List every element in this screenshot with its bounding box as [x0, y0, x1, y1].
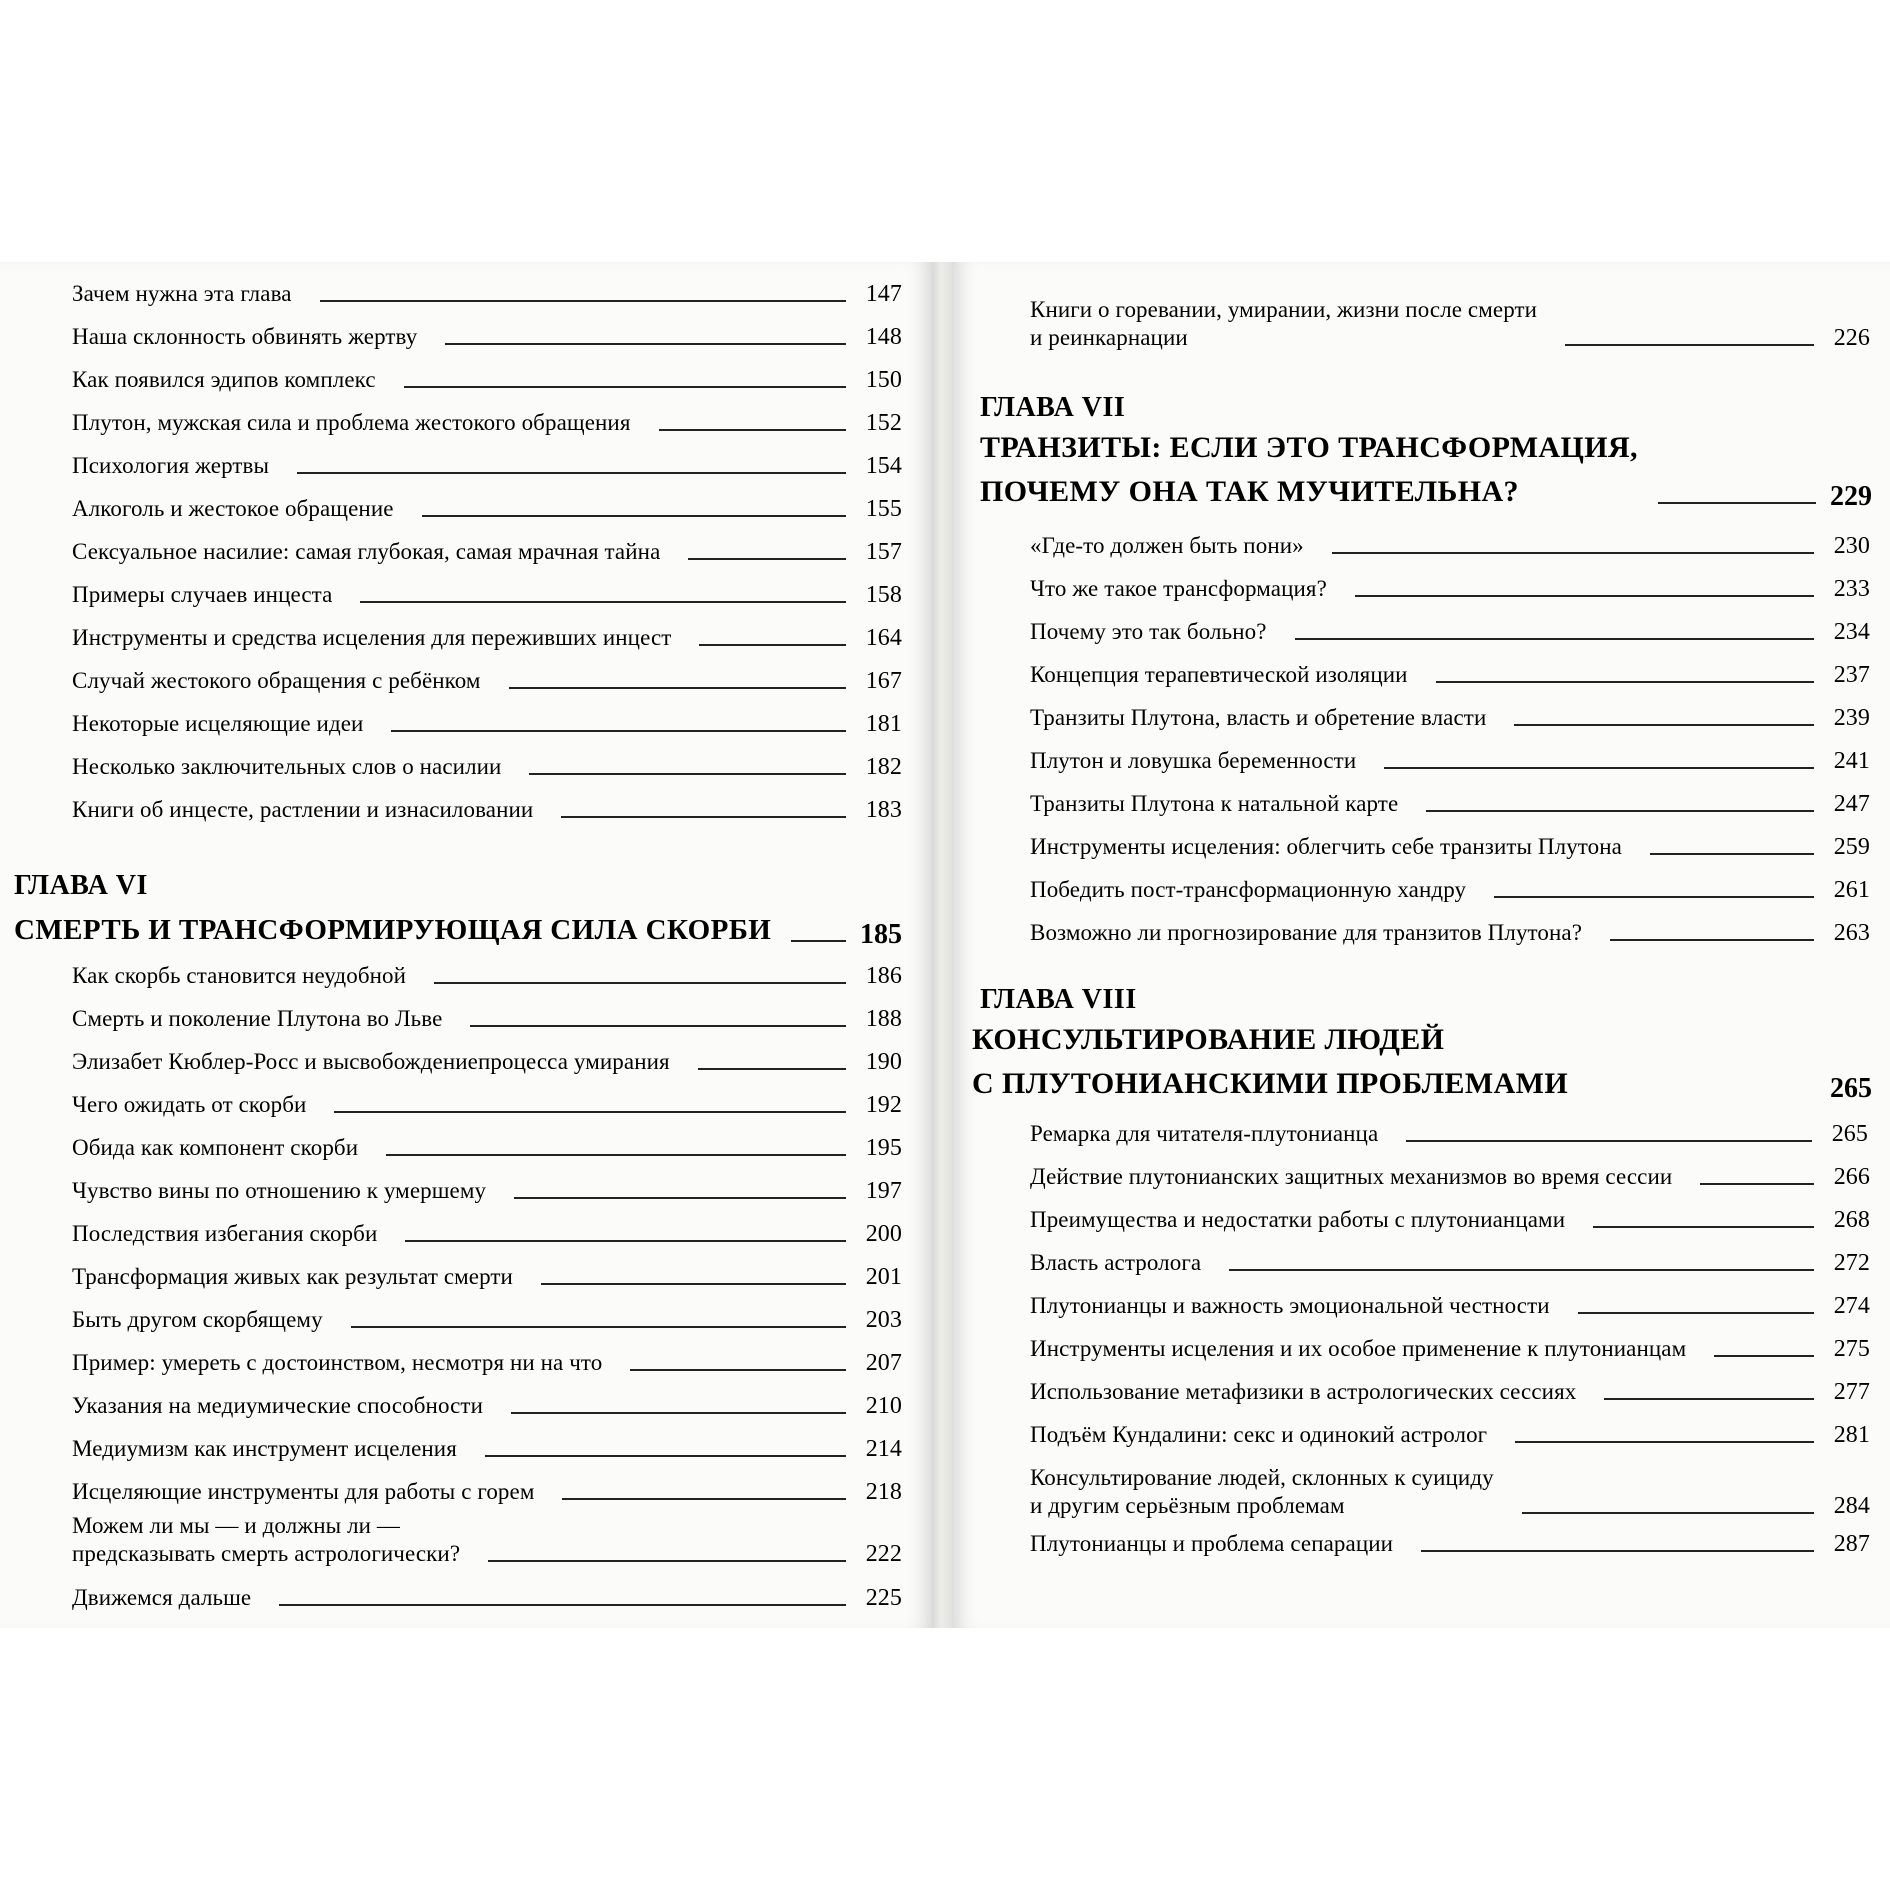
- toc-entry-title: Книги о горевании, умирании, жизни после смерти и реинкарнации: [1030, 297, 1538, 350]
- toc-entry-title: Действие плутонианских защитных механизмов во время сессии: [1030, 1164, 1673, 1189]
- toc-entry-title: Смерть и поколение Плутона во Льве: [72, 1006, 443, 1031]
- book-gutter: [932, 262, 952, 1628]
- toc-entry-page: 261: [1833, 877, 1870, 903]
- toc-entry[interactable]: [72, 1263, 902, 1291]
- toc-entry-page: 284: [1833, 1493, 1870, 1519]
- toc-entry-title: Использование метафизики в астрологических сессиях: [1030, 1379, 1577, 1404]
- toc-entry-page: 277: [1833, 1379, 1870, 1405]
- chapter-page: 229: [1830, 481, 1872, 512]
- toc-entry-page: 190: [865, 1049, 902, 1075]
- toc-entry-page: 197: [865, 1178, 902, 1204]
- leader-line: [470, 1025, 846, 1027]
- toc-entry-title: Консультирование людей, склонных к суициду и другим серьёзным проблемам: [1030, 1465, 1494, 1518]
- leader-line: [529, 773, 846, 775]
- toc-entry[interactable]: [1030, 1421, 1870, 1449]
- toc-entry-page: 222: [865, 1541, 902, 1567]
- toc-entry-title: Трансформация живых как результат смерти: [72, 1264, 513, 1289]
- toc-entry-title: Подъём Кундалини: секс и одинокий астролог: [1030, 1422, 1488, 1447]
- toc-entry-title: Плутонианцы и важность эмоциональной честности: [1030, 1293, 1550, 1318]
- toc-entry[interactable]: [72, 1134, 902, 1162]
- toc-entry-page: 152: [865, 410, 902, 436]
- toc-entry[interactable]: [1030, 704, 1870, 732]
- toc-entry-title: Психология жертвы: [72, 453, 270, 478]
- toc-entry[interactable]: [1030, 1378, 1870, 1406]
- toc-entry-title: Концепция терапевтической изоляции: [1030, 662, 1408, 687]
- toc-entry-page: 147: [865, 281, 902, 307]
- toc-entry-page: 214: [865, 1436, 902, 1462]
- toc-entry-title: Что же такое трансформация?: [1030, 576, 1327, 601]
- toc-entry-title: Некоторые исцеляющие идеи: [72, 711, 364, 736]
- chapter-page: 265: [1830, 1073, 1872, 1104]
- toc-entry[interactable]: [1030, 575, 1870, 603]
- toc-entry[interactable]: [1030, 1464, 1870, 1520]
- leader-line: [1658, 502, 1816, 504]
- leader-line: [791, 940, 846, 942]
- toc-entry-title: Можем ли мы — и должны ли — предсказывать смерть астрологически?: [72, 1513, 461, 1566]
- toc-entry[interactable]: [1030, 790, 1870, 818]
- toc-entry-title: Плутон, мужская сила и проблема жестокого обращения: [72, 410, 631, 435]
- toc-entry-title: Движемся дальше: [72, 1585, 252, 1610]
- toc-entry[interactable]: [72, 1091, 902, 1119]
- toc-entry-page: 183: [865, 797, 902, 823]
- toc-entry-page: 154: [865, 453, 902, 479]
- toc-entry-title: Чего ожидать от скорби: [72, 1092, 307, 1117]
- toc-entry-title: Быть другом скорбящему: [72, 1307, 323, 1332]
- leader-line: [1714, 1355, 1814, 1357]
- toc-entry[interactable]: [1030, 1335, 1870, 1363]
- leader-line: [405, 1240, 846, 1242]
- toc-entry-page: 287: [1833, 1531, 1870, 1557]
- leader-line: [1700, 1183, 1814, 1185]
- toc-entry[interactable]: [72, 495, 902, 523]
- toc-entry-page: 247: [1833, 791, 1870, 817]
- leader-line: [699, 644, 846, 646]
- toc-entry-page: 218: [865, 1479, 902, 1505]
- leader-line: [511, 1412, 846, 1414]
- leader-line: [688, 558, 846, 560]
- leader-line: [334, 1111, 846, 1113]
- toc-entry-page: 200: [865, 1221, 902, 1247]
- toc-entry-title: Алкоголь и жестокое обращение: [72, 496, 394, 521]
- leader-line: [561, 816, 846, 818]
- leader-line: [360, 601, 846, 603]
- toc-entry-page: 164: [865, 625, 902, 651]
- toc-entry-title: Плутон и ловушка беременности: [1030, 748, 1357, 773]
- leader-line: [297, 472, 846, 474]
- toc-entry-page: 233: [1833, 576, 1870, 602]
- toc-entry-title: Указания на медиумические способности: [72, 1393, 483, 1418]
- toc-entry[interactable]: [1030, 1206, 1870, 1234]
- leader-line: [1522, 1512, 1814, 1514]
- toc-entry-title: Случай жестокого обращения с ребёнком: [72, 668, 481, 693]
- toc-entry[interactable]: [72, 1005, 902, 1033]
- chapter-title: ТРАНЗИТЫ: ЕСЛИ ЭТО ТРАНСФОРМАЦИЯ, ПОЧЕМУ ОНА ТАК МУЧИТЕЛЬНА?: [980, 431, 1638, 508]
- toc-entry[interactable]: [1030, 747, 1870, 775]
- toc-entry-page: 188: [865, 1006, 902, 1032]
- toc-entry-page: 266: [1833, 1164, 1870, 1190]
- chapter-label: ГЛАВА VI: [14, 870, 148, 901]
- leader-line: [386, 1154, 846, 1156]
- toc-entry[interactable]: [1030, 1120, 1868, 1148]
- toc-entry-page: 155: [865, 496, 902, 522]
- toc-entry[interactable]: [1030, 1249, 1870, 1277]
- leader-line: [514, 1197, 846, 1199]
- toc-entry-title: Как скорбь становится неудобной: [72, 963, 407, 988]
- toc-entry[interactable]: [72, 962, 902, 990]
- leader-line: [404, 386, 846, 388]
- chapter-heading-row[interactable]: [980, 426, 1872, 514]
- toc-entry[interactable]: [1030, 1530, 1870, 1558]
- leader-line: [1421, 1550, 1814, 1552]
- leader-line: [1515, 1441, 1814, 1443]
- leader-line: [1494, 896, 1814, 898]
- toc-entry-title: Книги об инцесте, растлении и изнасиловании: [72, 797, 534, 822]
- toc-entry-page: 195: [865, 1135, 902, 1161]
- leader-line: [1332, 552, 1814, 554]
- toc-entry-page: 259: [1833, 834, 1870, 860]
- toc-entry[interactable]: [72, 753, 902, 781]
- toc-entry[interactable]: [72, 710, 902, 738]
- chapter-label: ГЛАВА VIII: [980, 984, 1137, 1015]
- toc-entry[interactable]: [1030, 1163, 1870, 1191]
- toc-entry[interactable]: [72, 1478, 902, 1506]
- toc-entry[interactable]: [1030, 532, 1870, 560]
- toc-entry-title: Плутонианцы и проблема сепарации: [1030, 1531, 1394, 1556]
- toc-entry-title: Зачем нужна эта глава: [72, 281, 292, 306]
- chapter-heading-row[interactable]: [972, 1018, 1872, 1106]
- toc-entry-page: 201: [865, 1264, 902, 1290]
- leader-line: [422, 515, 846, 517]
- toc-entry-page: 203: [865, 1307, 902, 1333]
- toc-entry[interactable]: [72, 1306, 902, 1334]
- leader-line: [391, 730, 846, 732]
- toc-entry[interactable]: [72, 280, 902, 308]
- toc-entry-page: 167: [865, 668, 902, 694]
- toc-entry-page: 263: [1833, 920, 1870, 946]
- toc-entry-page: 158: [865, 582, 902, 608]
- toc-entry-page: 265: [1831, 1121, 1868, 1147]
- leader-line: [488, 1560, 846, 1562]
- toc-entry-title: Ремарка для читателя-плутонианца: [1030, 1121, 1379, 1146]
- toc-entry-title: Исцеляющие инструменты для работы с горем: [72, 1479, 535, 1504]
- toc-entry-page: 157: [865, 539, 902, 565]
- toc-entry-page: 268: [1833, 1207, 1870, 1233]
- toc-entry-page: 234: [1833, 619, 1870, 645]
- toc-entry[interactable]: [72, 1220, 902, 1248]
- toc-entry-title: «Где-то должен быть пони»: [1030, 533, 1304, 558]
- toc-entry-title: Сексуальное насилие: самая глубокая, самая мрачная тайна: [72, 539, 661, 564]
- chapter-title: СМЕРТЬ И ТРАНСФОРМИРУЮЩАЯ СИЛА СКОРБИ: [14, 914, 772, 946]
- leader-line: [1355, 595, 1814, 597]
- toc-entry-page: 186: [865, 963, 902, 989]
- toc-entry[interactable]: [72, 1349, 902, 1377]
- leader-line: [1604, 1398, 1814, 1400]
- leader-line: [1650, 853, 1814, 855]
- toc-entry-title: Чувство вины по отношению к умершему: [72, 1178, 487, 1203]
- toc-entry-title: Обида как компонент скорби: [72, 1135, 359, 1160]
- leader-line: [1610, 939, 1814, 941]
- toc-entry[interactable]: [72, 581, 902, 609]
- chapter-heading-row[interactable]: [14, 908, 902, 952]
- toc-entry[interactable]: [1030, 1292, 1870, 1320]
- toc-entry-title: Возможно ли прогнозирование для транзитов Плутона?: [1030, 920, 1583, 945]
- toc-entry-title: Медиумизм как инструмент исцеления: [72, 1436, 457, 1461]
- toc-entry[interactable]: [1030, 833, 1870, 861]
- leader-line: [509, 687, 846, 689]
- toc-entry-page: 237: [1833, 662, 1870, 688]
- toc-entry[interactable]: [72, 1435, 902, 1463]
- toc-entry[interactable]: [1030, 919, 1870, 947]
- toc-entry-page: 210: [865, 1393, 902, 1419]
- toc-entry[interactable]: [72, 323, 902, 351]
- toc-entry[interactable]: [72, 796, 902, 824]
- toc-entry[interactable]: [1030, 876, 1870, 904]
- leader-line: [630, 1369, 846, 1371]
- toc-entry[interactable]: [72, 1048, 902, 1076]
- toc-entry-page: 225: [865, 1585, 902, 1611]
- leader-line: [445, 343, 846, 345]
- toc-entry[interactable]: [1030, 296, 1870, 352]
- leader-line: [279, 1604, 846, 1606]
- leader-line: [1229, 1269, 1814, 1271]
- toc-entry-title: Победить пост-трансформационную хандру: [1030, 877, 1467, 902]
- toc-entry-title: Инструменты и средства исцеления для переживших инцест: [72, 625, 672, 650]
- toc-entry-title: Инструменты исцеления и их особое применение к плутонианцам: [1030, 1336, 1687, 1361]
- leader-line: [1384, 767, 1814, 769]
- toc-entry-page: 226: [1833, 325, 1870, 351]
- toc-entry-page: 230: [1833, 533, 1870, 559]
- toc-entry[interactable]: [72, 366, 902, 394]
- leader-line: [485, 1455, 846, 1457]
- leader-line: [698, 1068, 846, 1070]
- leader-line: [1514, 724, 1814, 726]
- toc-entry-title: Как появился эдипов комплекс: [72, 367, 376, 392]
- toc-entry-title: Пример: умереть с достоинством, несмотря ни на что: [72, 1350, 603, 1375]
- toc-entry-page: 241: [1833, 748, 1870, 774]
- toc-entry-page: 148: [865, 324, 902, 350]
- toc-entry[interactable]: [72, 667, 902, 695]
- leader-line: [1436, 681, 1814, 683]
- leader-line: [320, 300, 846, 302]
- leader-line: [1426, 810, 1814, 812]
- toc-entry-title: Несколько заключительных слов о насилии: [72, 754, 502, 779]
- toc-entry-page: 281: [1833, 1422, 1870, 1448]
- toc-entry-page: 275: [1833, 1336, 1870, 1362]
- toc-entry-title: Транзиты Плутона, власть и обретение власти: [1030, 705, 1487, 730]
- leader-line: [659, 429, 846, 431]
- leader-line: [562, 1498, 846, 1500]
- toc-entry-title: Преимущества и недостатки работы с плутонианцами: [1030, 1207, 1566, 1232]
- toc-entry[interactable]: [72, 452, 902, 480]
- leader-line: [1593, 1226, 1814, 1228]
- toc-entry[interactable]: [1030, 661, 1870, 689]
- chapter-page: 185: [860, 919, 902, 950]
- toc-entry-page: 182: [865, 754, 902, 780]
- toc-entry-page: 192: [865, 1092, 902, 1118]
- leader-line: [434, 982, 846, 984]
- chapter-label: ГЛАВА VII: [980, 392, 1126, 423]
- chapter-title: КОНСУЛЬТИРОВАНИЕ ЛЮДЕЙ С ПЛУТОНИАНСКИМИ ПРОБЛЕМАМИ: [972, 1023, 1569, 1100]
- toc-entry-title: Транзиты Плутона к натальной карте: [1030, 791, 1399, 816]
- toc-entry[interactable]: [72, 409, 902, 437]
- leader-line: [1406, 1140, 1812, 1142]
- leader-line: [1578, 1312, 1814, 1314]
- leader-line: [1565, 344, 1814, 346]
- toc-entry-page: 207: [865, 1350, 902, 1376]
- leader-line: [1295, 638, 1814, 640]
- toc-entry-page: 239: [1833, 705, 1870, 731]
- leader-line: [541, 1283, 846, 1285]
- toc-entry[interactable]: [72, 538, 902, 566]
- toc-entry-page: 150: [865, 367, 902, 393]
- toc-entry-page: 272: [1833, 1250, 1870, 1276]
- toc-entry-page: 181: [865, 711, 902, 737]
- toc-entry-title: Почему это так больно?: [1030, 619, 1267, 644]
- toc-entry-title: Наша склонность обвинять жертву: [72, 324, 418, 349]
- toc-entry[interactable]: [72, 1584, 902, 1612]
- toc-entry-title: Элизабет Кюблер-Росс и высвобождениепроцесса умирания: [72, 1049, 670, 1074]
- toc-entry-title: Последствия избегания скорби: [72, 1221, 378, 1246]
- toc-entry[interactable]: [72, 624, 902, 652]
- toc-entry[interactable]: [72, 1177, 902, 1205]
- toc-entry-page: 274: [1833, 1293, 1870, 1319]
- toc-entry-title: Примеры случаев инцеста: [72, 582, 333, 607]
- toc-entry-title: Власть астролога: [1030, 1250, 1202, 1275]
- leader-line: [351, 1326, 846, 1328]
- toc-entry[interactable]: [1030, 618, 1870, 646]
- toc-entry[interactable]: [72, 1512, 902, 1568]
- toc-entry-title: Инструменты исцеления: облегчить себе транзиты Плутона: [1030, 834, 1622, 859]
- toc-entry[interactable]: [72, 1392, 902, 1420]
